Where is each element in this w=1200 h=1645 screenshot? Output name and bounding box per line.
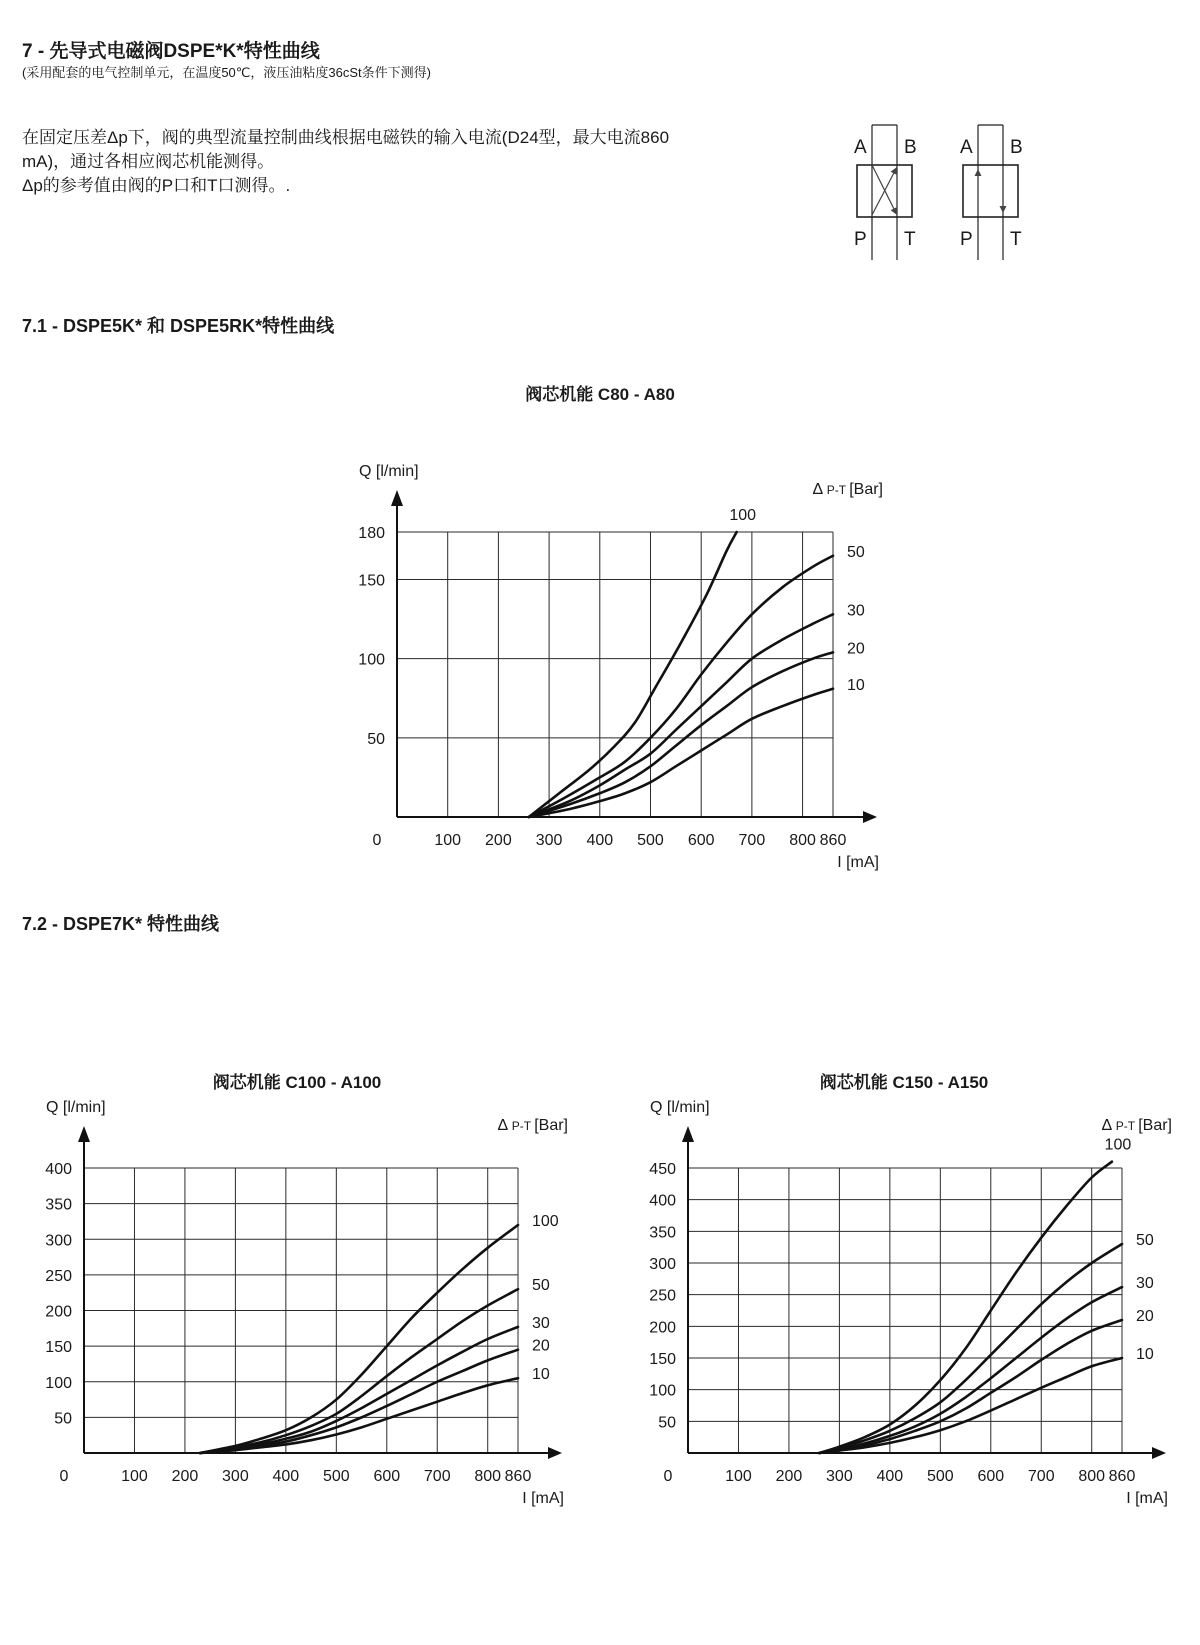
series-label: 30 — [847, 602, 865, 620]
series-label: 50 — [1136, 1232, 1154, 1249]
x-tick-label: 700 — [738, 832, 766, 849]
port-t-label: T — [1010, 229, 1022, 250]
origin-label: 0 — [59, 1468, 69, 1485]
chart-1 — [358, 384, 883, 871]
x-axis-label: I [mA] — [1126, 1490, 1168, 1507]
x-tick-label: 600 — [977, 1468, 1005, 1485]
x-tick-label: 400 — [272, 1468, 300, 1485]
legend-sub: P-T — [826, 483, 850, 497]
y-tick-label: 250 — [649, 1287, 676, 1305]
x-tick-label: 600 — [373, 1468, 401, 1485]
x-tick-label: 400 — [876, 1468, 904, 1485]
legend-title — [1102, 1117, 1173, 1134]
x-tick-label: 200 — [485, 832, 512, 849]
x-tick-label: 800 — [789, 832, 816, 849]
x-axis-arrow-icon — [863, 811, 877, 823]
port-p-label: P — [960, 229, 973, 250]
port-b-label: B — [1010, 137, 1023, 158]
series-line-100 — [529, 532, 737, 817]
test-conditions-note: (采用配套的电气控制单元，在温度50℃，液压油粘度36cSt条件下测得) — [22, 65, 431, 80]
y-tick-label: 150 — [649, 1351, 676, 1368]
y-tick-label: 400 — [649, 1192, 676, 1210]
x-tick-label: 800 — [1078, 1468, 1106, 1485]
y-axis-label: Q [l/min] — [46, 1099, 106, 1116]
series-label: 20 — [532, 1337, 550, 1355]
origin-label: 0 — [663, 1468, 673, 1485]
y-axis-label: Q [l/min] — [650, 1099, 710, 1116]
y-tick-label: 350 — [45, 1196, 72, 1214]
intro-line-1: 在固定压差Δp下，阀的典型流量控制曲线根据电磁铁的输入电流(D24型，最大电流860 — [22, 128, 670, 147]
x-tick-label: 100 — [434, 832, 462, 849]
x-tick-label: 860 — [819, 832, 847, 849]
x-tick-label: 500 — [926, 1468, 954, 1485]
section-7-1-heading: 7.1 - DSPE5K* 和 DSPE5RK*特性曲线 — [22, 316, 335, 336]
y-axis-arrow-icon — [78, 1126, 90, 1142]
chart-title: 阀芯机能 C80 - A80 — [525, 385, 675, 404]
y-tick-label: 150 — [358, 572, 385, 590]
port-t-label: T — [904, 229, 916, 250]
intro-line-2: mA)，通过各相应阀芯机能测得。 — [22, 152, 275, 171]
x-tick-label: 200 — [775, 1468, 803, 1485]
series-label: 30 — [532, 1314, 550, 1332]
x-tick-label: 300 — [535, 832, 563, 849]
series-label: 100 — [532, 1213, 559, 1230]
x-axis-arrow-icon — [1152, 1447, 1166, 1459]
y-tick-label: 250 — [45, 1267, 72, 1285]
series-label: 100 — [1104, 1136, 1132, 1154]
series-label: 100 — [729, 507, 757, 524]
x-tick-label: 100 — [725, 1468, 752, 1485]
x-axis-arrow-icon — [548, 1447, 562, 1459]
y-tick-label: 180 — [358, 525, 385, 542]
y-tick-label: 300 — [649, 1256, 676, 1273]
x-tick-label: 500 — [637, 832, 664, 849]
x-tick-label: 500 — [322, 1468, 350, 1485]
section-7-2-heading: 7.2 - DSPE7K* 特性曲线 — [22, 914, 220, 934]
y-tick-label: 50 — [658, 1414, 676, 1432]
y-tick-label: 400 — [45, 1161, 72, 1178]
intro-line-3: Δp的参考值由阀的P口和T口测得。. — [22, 176, 291, 195]
port-a-label: A — [960, 137, 973, 158]
y-tick-label: 100 — [649, 1382, 676, 1400]
x-tick-label: 800 — [474, 1468, 502, 1485]
x-tick-label: 700 — [1027, 1468, 1055, 1485]
y-tick-label: 50 — [367, 730, 385, 748]
series-label: 20 — [1136, 1308, 1154, 1325]
page-title: 7 - 先导式电磁阀DSPE*K*特性曲线 — [22, 41, 320, 62]
legend-title — [498, 1117, 569, 1134]
chart-title: 阀芯机能 C100 - A100 — [212, 1073, 382, 1092]
port-b-label: B — [904, 137, 917, 158]
y-tick-label: 450 — [649, 1161, 676, 1178]
y-axis-arrow-icon — [391, 490, 403, 506]
series-label: 20 — [847, 640, 865, 658]
x-axis-label: I [mA] — [837, 854, 879, 871]
x-tick-label: 300 — [222, 1468, 249, 1485]
legend-delta: Δ — [497, 1117, 512, 1134]
chart-title: 阀芯机能 C150 - A150 — [819, 1073, 989, 1092]
series-line-30 — [819, 1287, 1122, 1453]
x-tick-label: 860 — [504, 1468, 532, 1485]
y-tick-label: 350 — [649, 1224, 676, 1242]
x-tick-label: 100 — [121, 1468, 148, 1485]
legend-delta: Δ — [812, 481, 827, 498]
y-tick-label: 300 — [45, 1232, 72, 1250]
series-label: 10 — [847, 676, 865, 694]
y-tick-label: 200 — [649, 1319, 676, 1337]
legend-sub: P-T — [511, 1119, 535, 1133]
origin-label: 0 — [372, 832, 382, 849]
chart-3 — [649, 1072, 1172, 1507]
chart-2 — [45, 1072, 568, 1507]
y-tick-label: 200 — [45, 1303, 72, 1321]
port-p-label: P — [854, 229, 867, 250]
series-label: 30 — [1136, 1275, 1154, 1293]
y-axis-label: Q [l/min] — [359, 463, 419, 480]
legend-sub: P-T — [1115, 1119, 1139, 1133]
x-tick-label: 400 — [586, 832, 614, 849]
series-label: 10 — [1136, 1346, 1154, 1363]
x-tick-label: 300 — [826, 1468, 853, 1485]
x-tick-label: 600 — [687, 832, 715, 849]
series-line-50 — [529, 556, 833, 817]
legend-unit: [Bar] — [534, 1117, 568, 1134]
x-axis-label: I [mA] — [522, 1490, 564, 1507]
series-label: 10 — [532, 1366, 550, 1384]
legend-title — [813, 481, 884, 498]
y-tick-label: 150 — [45, 1339, 72, 1357]
legend-delta: Δ — [1101, 1117, 1116, 1134]
x-tick-label: 200 — [171, 1468, 199, 1485]
series-label: 50 — [532, 1277, 550, 1295]
port-a-label: A — [854, 137, 867, 158]
x-tick-label: 860 — [1108, 1468, 1136, 1485]
legend-unit: [Bar] — [849, 481, 883, 498]
legend-unit: [Bar] — [1138, 1117, 1172, 1134]
series-line-20 — [200, 1350, 518, 1453]
y-tick-label: 100 — [358, 651, 385, 669]
y-axis-arrow-icon — [682, 1126, 694, 1142]
series-label: 50 — [847, 543, 865, 561]
y-tick-label: 50 — [54, 1410, 72, 1428]
x-tick-label: 700 — [423, 1468, 451, 1485]
y-tick-label: 100 — [45, 1374, 72, 1392]
